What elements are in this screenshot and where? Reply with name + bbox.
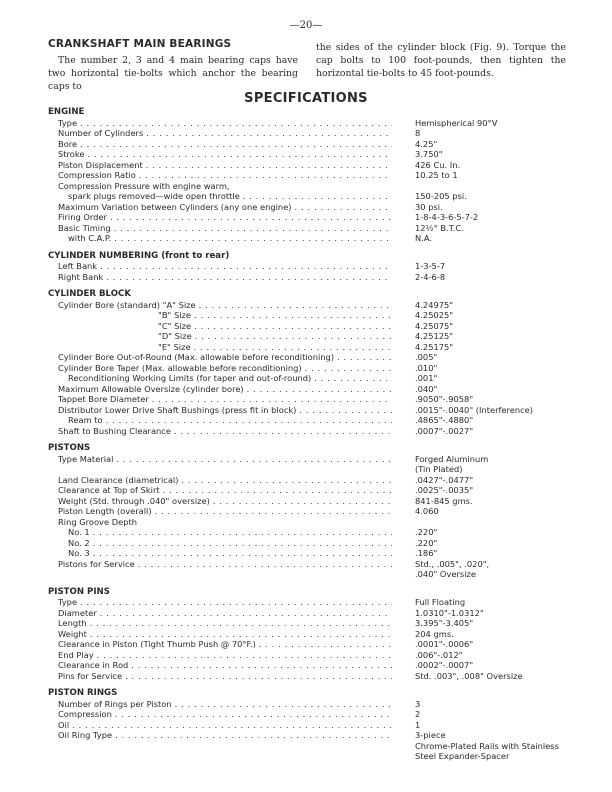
spec-row — [48, 629, 568, 640]
spec-label: Compression Pressure with engine warm, — [58, 180, 230, 191]
spec-value: 3.395"-3.405" — [415, 618, 474, 628]
dot-leader — [314, 373, 392, 384]
spec-row — [48, 272, 568, 283]
spec-label: Cylinder Bore (standard) "A" Size — [58, 299, 196, 310]
spec-row — [48, 191, 568, 202]
spec-value: 4.25" — [415, 138, 438, 149]
spec-value: .001" — [415, 373, 438, 383]
spec-label: Piston Length (overall) — [58, 506, 152, 516]
dot-leader — [80, 597, 392, 608]
spec-label: "E" Size — [158, 341, 191, 352]
spec-row — [48, 405, 568, 416]
dot-leader — [115, 709, 392, 720]
dot-leader — [181, 475, 392, 486]
spec-row — [48, 559, 568, 570]
spec-value: 4.25175" — [415, 341, 454, 352]
spec-row — [48, 118, 568, 129]
body-paragraph-right: the sides of the cylinder block (Fig. 9). Torque the cap bolts to 100 foot-pounds, then tighten the horizontal tie-bolts to 45 foot-pounds. — [316, 42, 566, 79]
spec-value: 10.25 to 1 — [415, 170, 458, 180]
spec-row — [48, 394, 568, 405]
spec-row — [48, 342, 568, 353]
spec-value: 4.24975" — [415, 299, 454, 310]
spec-label: Shaft to Bushing Clearance — [58, 425, 171, 436]
spec-value: 1.0310"-1.0312" — [415, 607, 484, 618]
spec-label: Tappet Bore Diameter — [58, 394, 149, 404]
spec-value: .220" — [415, 537, 438, 548]
spec-row — [48, 527, 568, 538]
dot-leader — [131, 660, 392, 671]
spec-label: Land Clearance (diametrical) — [58, 474, 179, 485]
dot-leader — [100, 261, 392, 272]
spec-value: 4.25125" — [415, 331, 454, 341]
spec-section-title: PISTON PINS — [48, 586, 110, 597]
spec-value: 204 gms. — [415, 628, 454, 639]
spec-row — [48, 699, 568, 710]
spec-row — [48, 212, 568, 223]
spec-label: Basic Timing — [58, 222, 111, 233]
dot-leader — [93, 538, 392, 549]
spec-row — [48, 331, 568, 342]
spec-value: 3.750" — [415, 149, 443, 159]
spec-value: 1-8-4-3-6-5-7-2 — [415, 212, 479, 222]
dot-leader — [199, 300, 392, 311]
spec-label: Type — [58, 117, 78, 128]
spec-row — [48, 720, 568, 731]
spec-row — [48, 310, 568, 321]
spec-row — [48, 415, 568, 426]
spec-label: Reconditioning Working Limits (for taper and out-of-round) — [68, 373, 312, 383]
spec-label: Pistons for Service — [58, 558, 135, 569]
spec-value: 3 — [415, 698, 421, 709]
spec-row — [48, 496, 568, 507]
spec-value: 150-205 psi. — [415, 191, 467, 201]
dot-leader — [138, 559, 392, 570]
spec-row — [48, 506, 568, 517]
dot-leader — [337, 352, 392, 363]
spec-label: Cylinder Bore Taper (Max. allowable before reconditioning) — [58, 362, 302, 373]
spec-row — [48, 650, 568, 661]
spec-label: No. 1 — [68, 527, 90, 537]
spec-label: Number of Cylinders — [58, 128, 144, 138]
spec-label: Clearance at Top of Skirt — [58, 485, 160, 495]
spec-label: Clearance in Rod — [58, 660, 129, 670]
dot-leader — [295, 202, 392, 213]
spec-value: .040" — [415, 383, 438, 394]
spec-value: 3-piece — [415, 730, 446, 740]
spec-label: Ream to — [68, 415, 103, 425]
dot-leader — [175, 699, 392, 710]
dot-leader — [115, 730, 392, 741]
dot-leader — [72, 720, 392, 731]
dot-leader — [195, 331, 392, 342]
dot-leader — [163, 485, 392, 496]
spec-label: Compression — [58, 709, 112, 719]
spec-label: Clearance in Piston (Tight Thumb Push @ 70°F.) — [58, 639, 256, 649]
dot-leader — [110, 212, 392, 223]
spec-row — [48, 517, 568, 528]
dot-leader — [106, 415, 392, 426]
spec-label: "C" Size — [158, 320, 192, 331]
dot-leader — [194, 342, 392, 353]
dot-leader — [100, 608, 392, 619]
dot-leader — [243, 191, 392, 202]
dot-leader — [116, 454, 392, 465]
spec-label: Type Material — [58, 453, 114, 464]
spec-label: spark plugs removed—wide open throttle — [68, 191, 240, 201]
spec-row — [48, 300, 568, 311]
spec-label: Cylinder Bore Out-of-Round (Max. allowable before reconditioning) — [58, 352, 335, 362]
spec-row — [48, 730, 568, 741]
spec-value: 12½° B.T.C. — [415, 222, 464, 233]
spec-label: with C.A.P. — [68, 233, 112, 243]
spec-label: Ring Groove Depth — [58, 516, 137, 527]
spec-label: Left Bank — [58, 261, 98, 271]
spec-label: Type — [58, 597, 78, 607]
spec-row — [48, 608, 568, 619]
spec-row — [48, 660, 568, 671]
spec-row-continuation — [48, 741, 568, 752]
dot-leader — [247, 384, 392, 395]
spec-row — [48, 363, 568, 374]
spec-section-title: PISTONS — [48, 443, 91, 453]
spec-row-continuation — [48, 751, 568, 762]
spec-value: Hemispherical 90°V — [415, 117, 498, 128]
spec-row — [48, 223, 568, 234]
dot-leader — [80, 139, 392, 150]
spec-value: 4.25075" — [415, 320, 454, 331]
spec-value: .0007"-.0027" — [415, 425, 474, 436]
spec-value: 1-3-5-7 — [415, 261, 446, 271]
spec-value: .0015"-.0040" (Interference) — [415, 404, 533, 415]
spec-value: 1 — [415, 719, 421, 730]
spec-section-title: CYLINDER NUMBERING (front to rear) — [48, 250, 230, 261]
spec-value: 2 — [415, 709, 421, 719]
spec-row — [48, 160, 568, 171]
spec-label: Diameter — [58, 607, 97, 618]
dot-leader — [90, 618, 392, 629]
spec-label: No. 2 — [68, 537, 90, 548]
spec-label: Number of Rings per Piston — [58, 698, 172, 709]
section-heading: CRANKSHAFT MAIN BEARINGS — [48, 38, 232, 50]
specifications-title: SPECIFICATIONS — [244, 91, 368, 106]
spec-value: 426 Cu. In. — [415, 159, 461, 170]
spec-value: Chrome-Plated Rails with Stainless — [415, 740, 559, 751]
spec-label: Oil Ring Type — [58, 730, 113, 740]
spec-row — [48, 373, 568, 384]
spec-value: .010" — [415, 362, 438, 373]
spec-value — [395, 181, 568, 192]
spec-row — [48, 170, 568, 181]
spec-label: Length — [58, 618, 87, 628]
spec-row — [48, 485, 568, 496]
dot-leader — [87, 149, 392, 160]
spec-row — [48, 233, 568, 244]
spec-section-title: PISTON RINGS — [48, 688, 118, 698]
spec-value: .0001"-.0006" — [415, 639, 474, 649]
spec-value: 841-845 gms. — [415, 495, 473, 506]
spec-value: Steel Expander-Spacer — [415, 751, 510, 761]
page-number: —20— — [289, 20, 323, 31]
spec-row — [48, 671, 568, 682]
spec-row — [48, 352, 568, 363]
spec-row — [48, 538, 568, 549]
spec-row — [48, 149, 568, 160]
spec-row — [48, 202, 568, 213]
dot-leader — [213, 496, 392, 507]
spec-value: .220" — [415, 527, 438, 537]
dot-leader — [90, 629, 392, 640]
spec-row — [48, 321, 568, 332]
spec-label: "B" Size — [158, 310, 191, 320]
spec-value: .0025"-.0035" — [415, 485, 474, 495]
spec-label: Weight — [58, 628, 87, 639]
spec-label: Oil — [58, 719, 70, 730]
dot-leader — [146, 128, 392, 139]
body-paragraph-left: The number 2, 3 and 4 main bearing caps have two horizontal tie-bolts which anchor the bearing caps to — [48, 55, 298, 92]
dot-leader — [194, 321, 392, 332]
dot-leader — [155, 506, 392, 517]
spec-value: 2-4-6-8 — [415, 271, 446, 282]
spec-value: N.A. — [415, 233, 433, 243]
spec-row — [48, 639, 568, 650]
spec-section-title: ENGINE — [48, 107, 85, 117]
spec-label: Bore — [58, 138, 78, 149]
spec-value — [395, 517, 568, 528]
dot-leader — [194, 310, 392, 321]
spec-value: (Tin Plated) — [415, 464, 463, 474]
spec-row-continuation — [48, 464, 568, 475]
dot-leader — [152, 394, 392, 405]
dot-leader — [299, 405, 392, 416]
dot-leader — [125, 671, 392, 682]
spec-label: Weight (Std. through .040" oversize) — [58, 495, 210, 506]
spec-label: Firing Order — [58, 212, 107, 222]
spec-label: End Play — [58, 649, 94, 660]
spec-row — [48, 548, 568, 559]
spec-row — [48, 261, 568, 272]
dot-leader — [80, 118, 392, 129]
spec-value: Std., .005", .020", — [415, 558, 490, 569]
spec-row — [48, 128, 568, 139]
spec-row — [48, 181, 568, 192]
spec-row — [48, 709, 568, 720]
spec-value: 30 psi. — [415, 201, 443, 212]
spec-value: .006"-.012" — [415, 649, 463, 660]
spec-label: Pins for Service — [58, 670, 123, 681]
specifications-table — [48, 107, 568, 762]
dot-leader — [114, 233, 392, 244]
spec-label: No. 3 — [68, 548, 90, 558]
spec-label: Distributor Lower Drive Shaft Bushings (press fit in block) — [58, 404, 297, 415]
spec-row — [48, 597, 568, 608]
spec-row — [48, 426, 568, 437]
dot-leader — [259, 639, 392, 650]
spec-value: .9050"-.9058" — [415, 394, 474, 404]
dot-leader — [174, 426, 392, 437]
dot-leader — [93, 527, 392, 538]
spec-label: Compression Ratio — [58, 170, 136, 180]
spec-value: Std. .003", .008" Oversize — [415, 670, 523, 681]
spec-label: Maximum Allowable Oversize (cylinder bore) — [58, 383, 244, 394]
spec-row — [48, 475, 568, 486]
spec-value: .186" — [415, 548, 438, 558]
spec-row — [48, 454, 568, 465]
spec-value: .4865"-.4880" — [415, 415, 474, 425]
dot-leader — [139, 170, 392, 181]
spec-label: Piston Displacement — [58, 159, 143, 170]
spec-row-continuation — [48, 569, 568, 580]
spec-value: .0427"-.0477" — [415, 474, 474, 485]
spec-value: 4.25025" — [415, 310, 454, 320]
spec-row — [48, 384, 568, 395]
spec-label: Right Bank — [58, 271, 104, 282]
spec-label: Stroke — [58, 149, 85, 159]
dot-leader — [146, 160, 392, 171]
dot-leader — [97, 650, 392, 661]
spec-section-title: CYLINDER BLOCK — [48, 289, 131, 299]
dot-leader — [114, 223, 392, 234]
dot-leader — [106, 272, 392, 283]
spec-label: "D" Size — [158, 331, 192, 341]
dot-leader — [305, 363, 392, 374]
spec-value: Full Floating — [415, 597, 466, 607]
dot-leader — [93, 548, 392, 559]
spec-value: .0002"-.0007" — [415, 660, 474, 670]
spec-label: Maximum Variation between Cylinders (any one engine) — [58, 201, 292, 212]
spec-row — [48, 618, 568, 629]
spec-value: 8 — [415, 128, 421, 138]
spec-row — [48, 139, 568, 150]
spec-value: 4.060 — [415, 506, 439, 516]
spec-value: .040" Oversize — [415, 569, 476, 579]
spec-value: Forged Aluminum — [415, 453, 489, 464]
spec-value: .005" — [415, 352, 438, 362]
